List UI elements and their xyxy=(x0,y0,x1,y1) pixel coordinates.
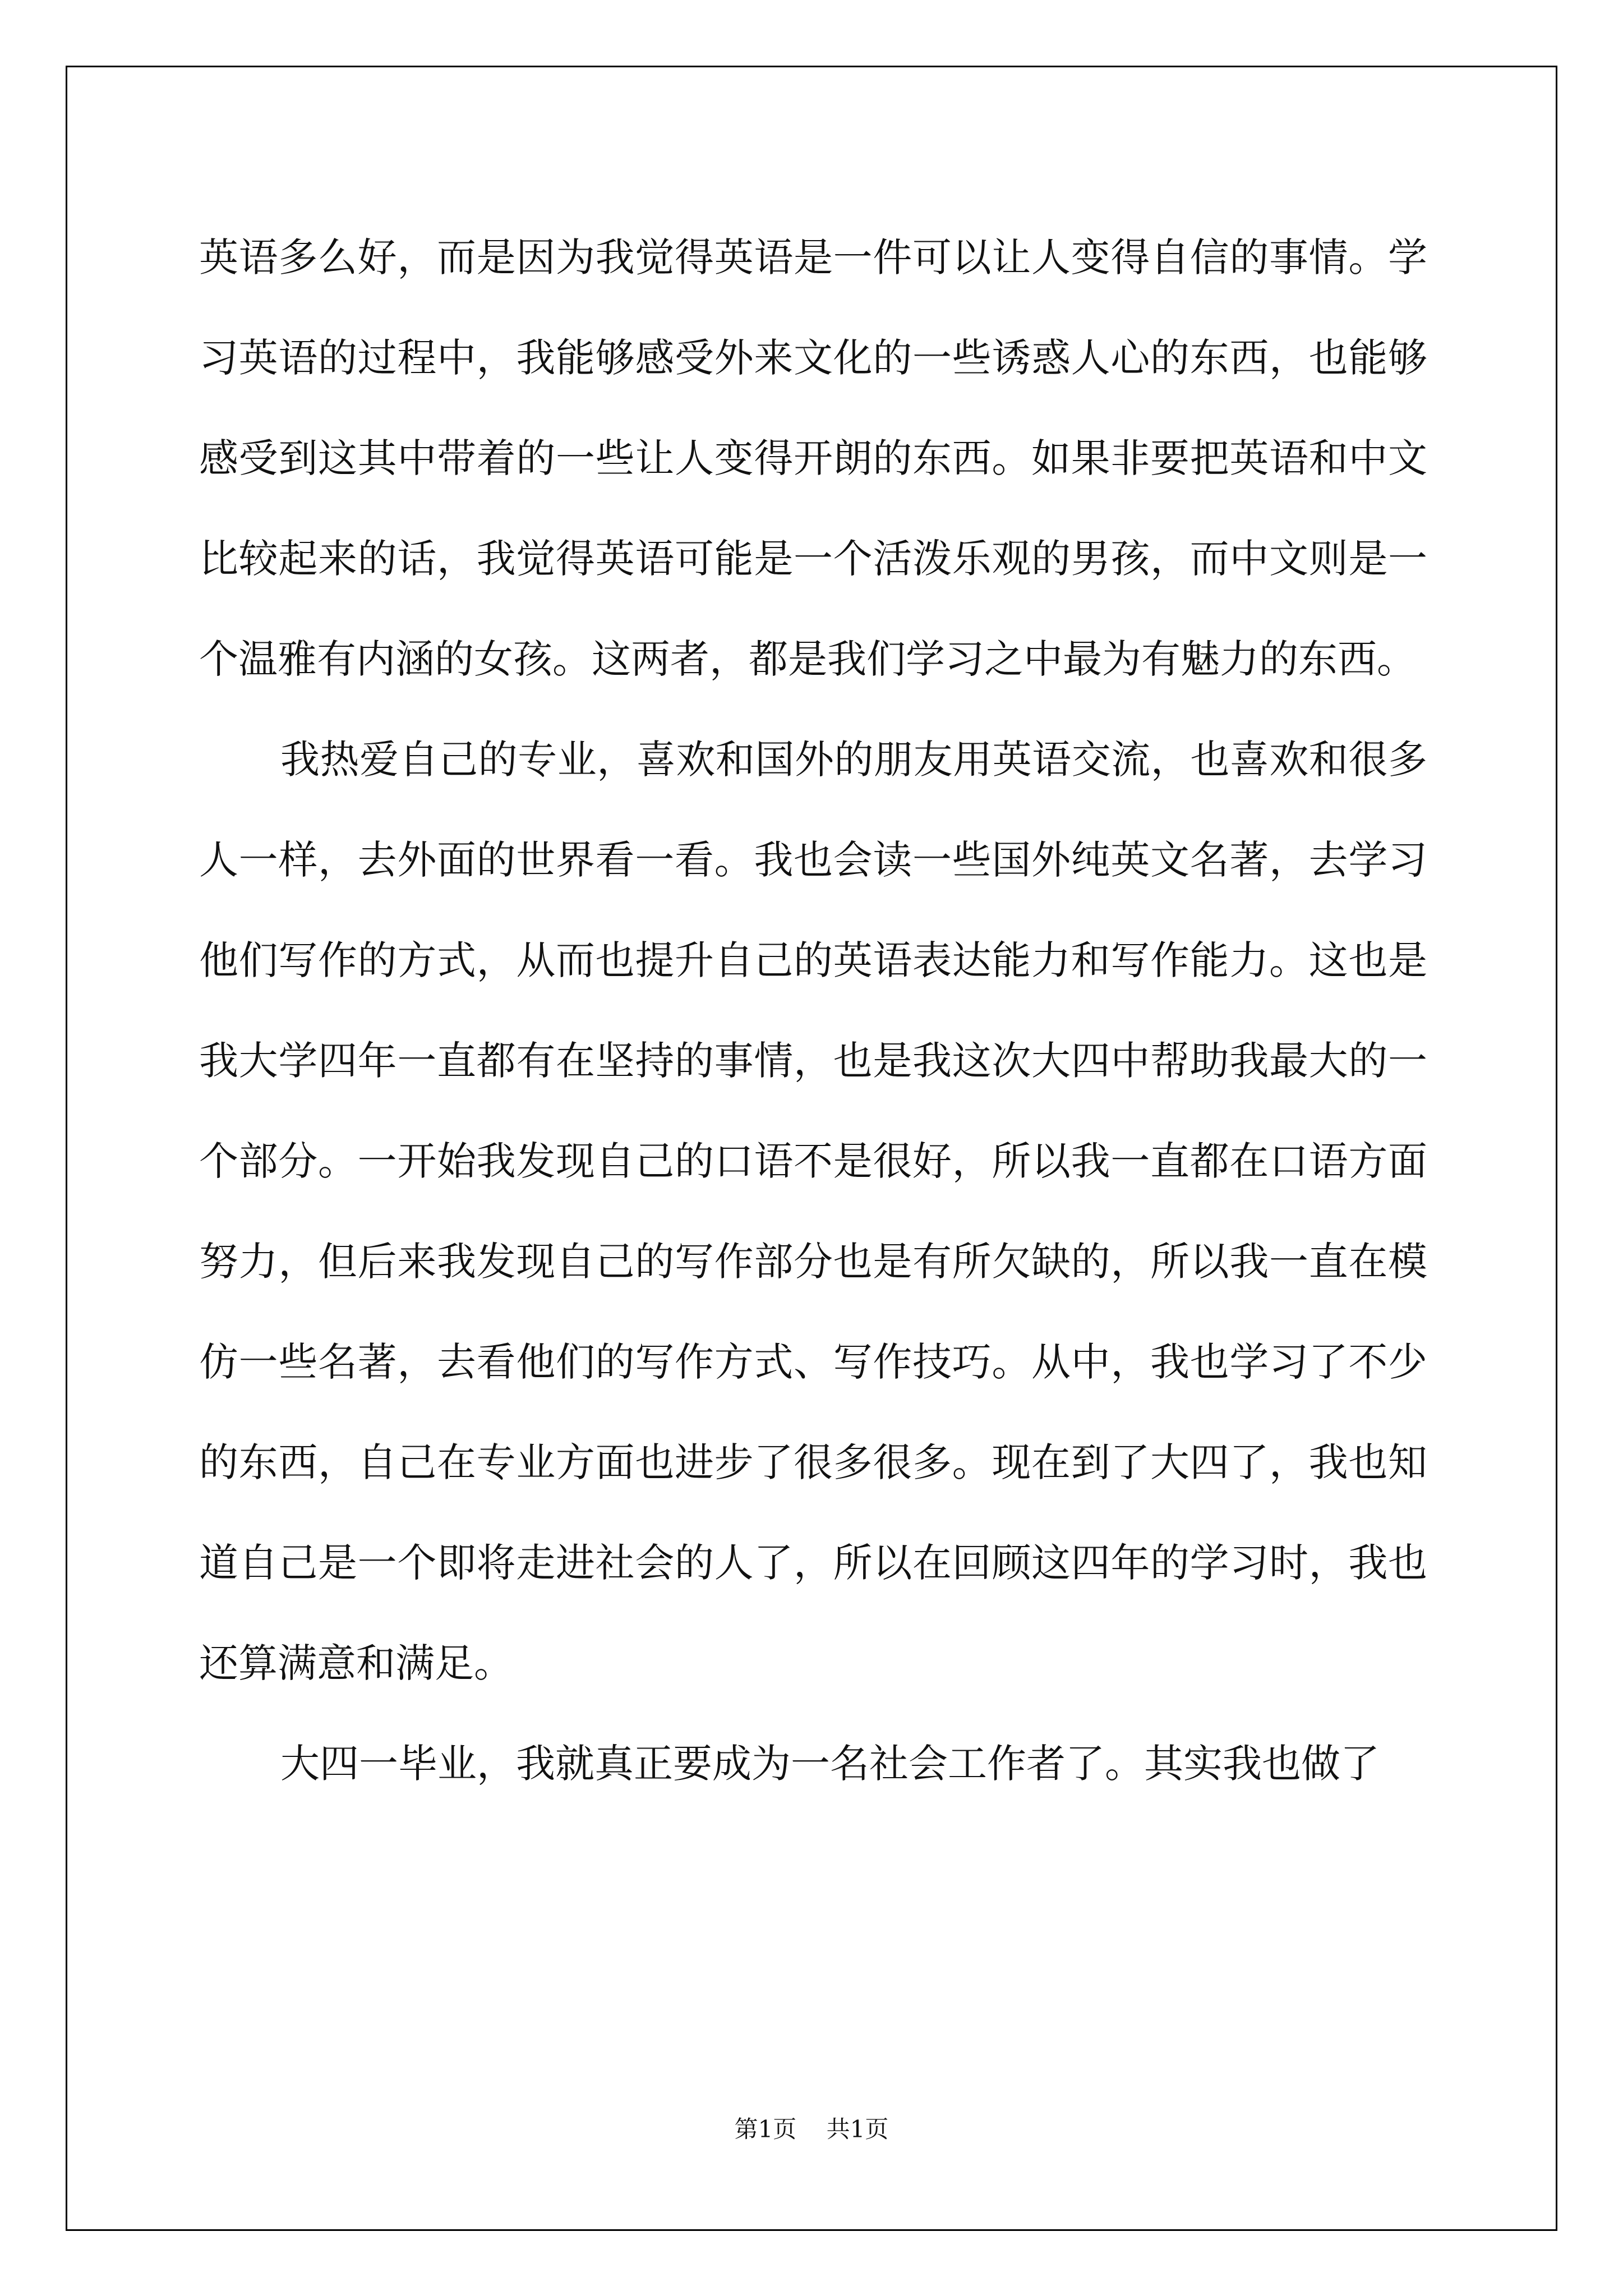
page-footer xyxy=(0,2114,1623,2145)
page-total: 共1页 xyxy=(826,2115,889,2143)
paragraph-2: 我热爱自己的专业，喜欢和国外的朋友用英语交流，也喜欢和很多人一样，去外面的世界看一看。我也会读一些国外纯英文名著，去学习他们写作的方式，从而也提升自己的英语表达能力和写作能力。这也是我大学四年一直都有在坚持的事情，也是我这次大四中帮助我最大的一个部分。一开始我发现自己的口语不是很好，所以我一直都在口语方面努力，但后来我发现自己的写作部分也是有所欠缺的，所以我一直在模仿一些名著，去看他们的写作方式、写作技巧。从中，我也学习了不少的东西，自己在专业方面也进步了很多很多。现在到了大四了，我也知道自己是一个即将走进社会的人了，所以在回顾这四年的学习时，我也还算满意和满足。 xyxy=(199,737,1427,1686)
document-body xyxy=(199,208,1427,1814)
page-number: 第1页 xyxy=(734,2115,797,2143)
paragraph-1: 英语多么好，而是因为我觉得英语是一件可以让人变得自信的事情。学习英语的过程中，我能够感受外来文化的一些诱惑人心的东西，也能够感受到这其中带着的一些让人变得开朗的东西。如果非要把英语和中文比较起来的话，我觉得英语可能是一个活泼乐观的男孩，而中文则是一个温雅有内涵的女孩。这两者，都是我们学习之中最为有魅力的东西。 xyxy=(199,234,1427,682)
paragraph-3: 大四一毕业，我就真正要成为一名社会工作者了。其实我也做了 xyxy=(280,1741,1380,1787)
